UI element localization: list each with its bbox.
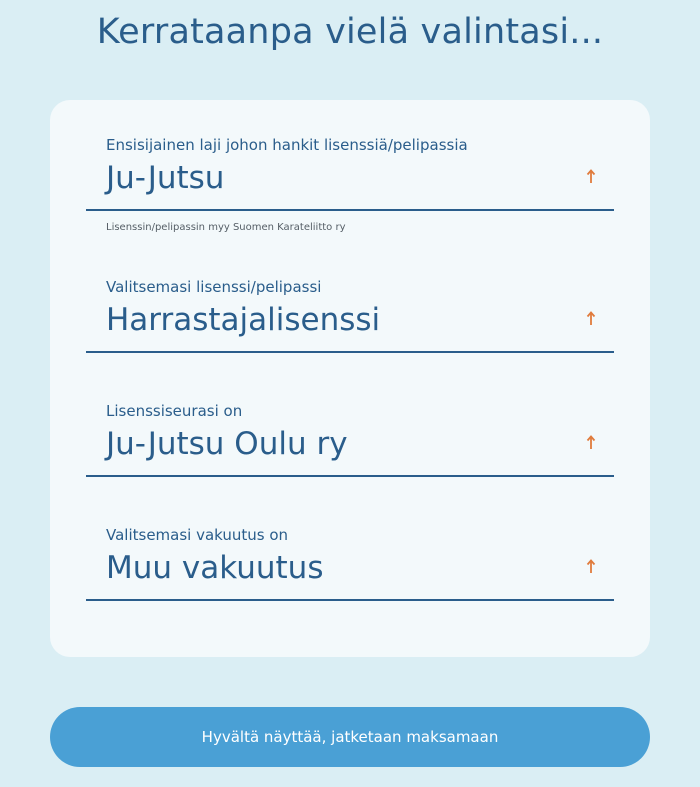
- field-club-label: Lisenssiseurasi on: [106, 402, 243, 420]
- field-underline: [86, 599, 614, 601]
- continue-to-payment-button[interactable]: Hyvältä näyttää, jatketaan maksamaan: [50, 707, 650, 767]
- edit-arrow-icon[interactable]: [586, 558, 596, 574]
- edit-arrow-icon[interactable]: [586, 434, 596, 450]
- edit-arrow-icon[interactable]: [586, 168, 596, 184]
- field-club-value: Ju-Jutsu Oulu ry: [106, 426, 348, 462]
- edit-arrow-icon[interactable]: [586, 310, 596, 326]
- field-underline: [86, 351, 614, 353]
- summary-card: [50, 100, 650, 657]
- field-underline: [86, 209, 614, 211]
- field-sport-label: Ensisijainen laji johon hankit lisenssiä/pelipassia: [106, 136, 468, 154]
- field-sport-helper: Lisenssin/pelipassin myy Suomen Karateliitto ry: [106, 222, 346, 233]
- field-underline: [86, 475, 614, 477]
- field-license-label: Valitsemasi lisenssi/pelipassi: [106, 278, 322, 296]
- page-title: Kerrataanpa vielä valintasi...: [96, 12, 604, 52]
- field-license-value: Harrastajalisenssi: [106, 302, 381, 338]
- field-insurance-label: Valitsemasi vakuutus on: [106, 526, 289, 544]
- field-sport-value: Ju-Jutsu: [106, 160, 225, 196]
- field-insurance-value: Muu vakuutus: [106, 550, 324, 586]
